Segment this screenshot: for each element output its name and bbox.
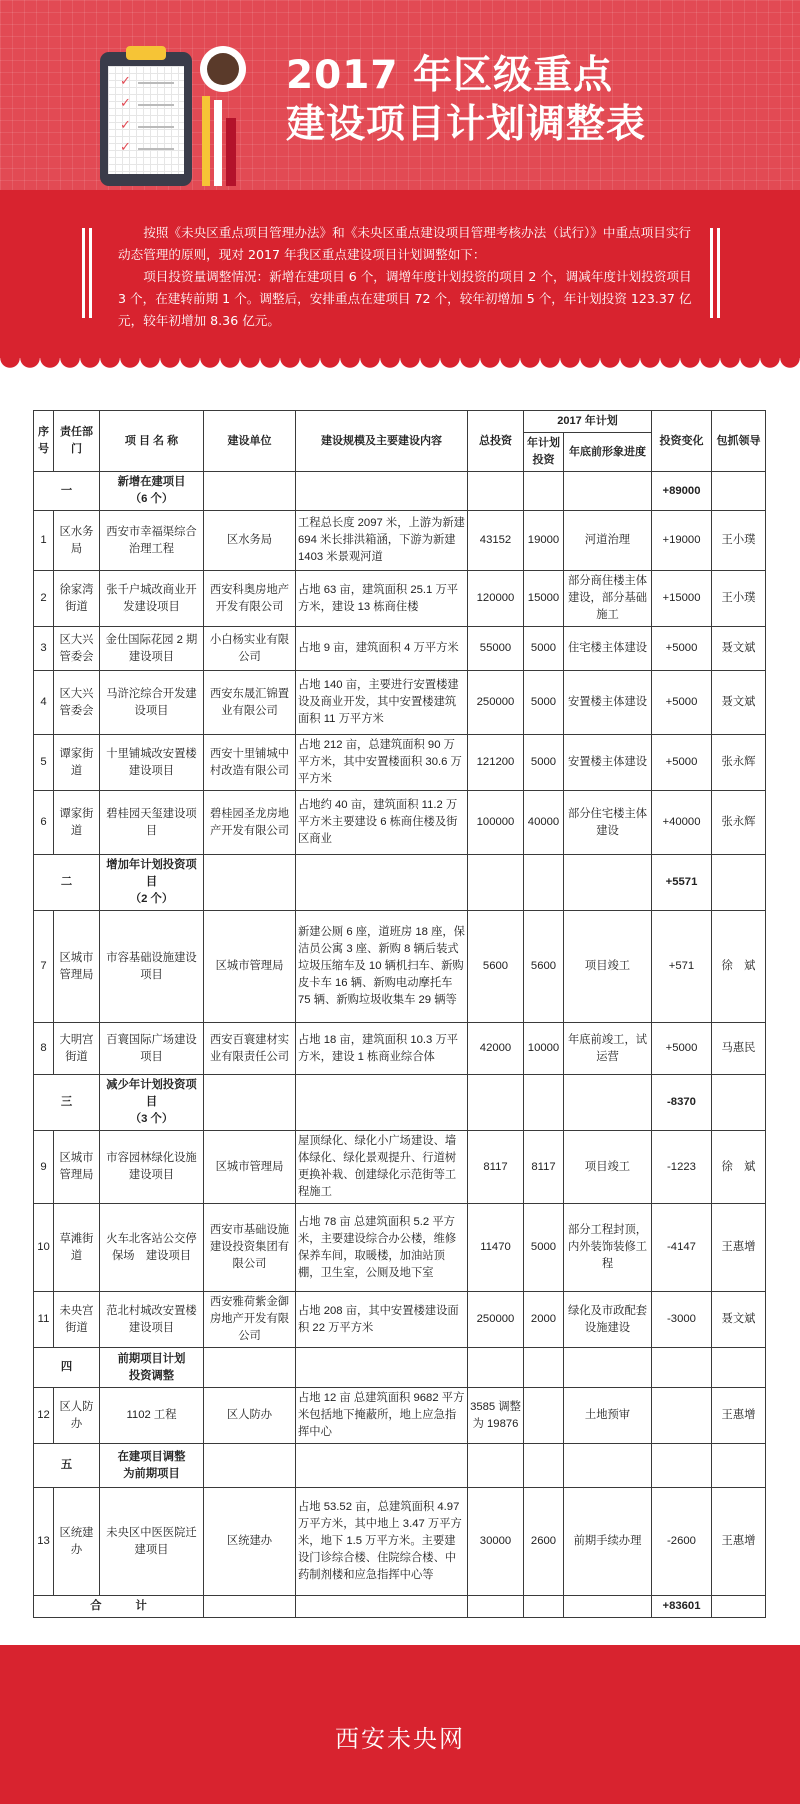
- page-title: [286, 52, 646, 150]
- section-title: 增加年计划投资项目 （2 个）: [100, 855, 204, 911]
- section-row: [34, 1075, 766, 1131]
- header-progress: 年底前形象进度: [564, 433, 652, 472]
- section-row: [34, 855, 766, 911]
- section-index: 二: [34, 855, 100, 911]
- table-row: 1 区水务局 西安市幸福渠综合治理工程 区水务局 工程总长度 2097 米，上游为新建 694 米长排洪箱涵，下游为新建 1403 米景观河道 43152 19000 河道治理 +19000 王小璞: [34, 511, 766, 571]
- header-annual: 年计划投资: [524, 433, 564, 472]
- intro-paragraph-1: 按照《未央区重点项目管理办法》和《未央区重点建设项目管理考核办法（试行）》中重点项目实行动态管理的原则，现对 2017 年我区重点建设项目计划调整如下：: [118, 225, 692, 262]
- intro-text: [118, 222, 698, 332]
- pencil-icon: [202, 96, 210, 186]
- header-seq: 序号: [34, 411, 54, 472]
- header-unit: 建设单位: [204, 411, 296, 472]
- table-row: 3 区大兴管委会 金仕国际花园 2 期建设项目 小白杨实业有限公司 占地 9 亩，建筑面积 4 万平方米 55000 5000 住宅楼主体建设 +5000 聂文斌: [34, 627, 766, 671]
- section-title: 新增在建项目 （6 个）: [100, 472, 204, 511]
- header-dept: 责任部门: [54, 411, 100, 472]
- project-plan-table: [33, 410, 766, 1618]
- table-row: 7 区城市管理局 市容基础设施建设项目 区城市管理局 新建公厕 6 座，道班房 18 座，保洁员公寓 3 座、新购 8 辆后装式垃圾压缩车及 10 辆机扫车、新购皮卡车 16 辆、新购电动摩托车 75 辆、新购垃圾收集车 29 辆等 5600 5600 项目竣工 +571 徐 斌: [34, 911, 766, 1023]
- marker-icon: [226, 118, 236, 186]
- section-row: [34, 1348, 766, 1388]
- section-index: 四: [34, 1348, 100, 1388]
- header-name: 项 目 名 称: [100, 411, 204, 472]
- right-quote-bar: [710, 228, 713, 318]
- section-index: 一: [34, 472, 100, 511]
- header-plan-2017: 2017 年计划: [524, 411, 652, 433]
- table-row: 13 区统建办 未央区中医医院迁建项目 区统建办 占地 53.52 亩，总建筑面积 4.97 万平方米，其中地上 3.47 万平方米，地下 1.5 万平方米。主要建设门诊综合楼、住院综合楼、中药制剂楼和应急指挥中心等 30000 2600 前期手续办理 -2600 王惠增: [34, 1488, 766, 1596]
- section-index: 三: [34, 1075, 100, 1131]
- intro-paragraph-2: 项目投资量调整情况：新增在建项目 6 个，调增年度计划投资的项目 2 个，调减年度计划投资项目 3 个，在建转前期 1 个。调整后，安排重点在建项目 72 个，较年初增加 5 个，年计划投资 123.37 亿元，较年初增加 8.36 亿元。: [118, 269, 692, 328]
- section-change: +5571: [652, 855, 712, 911]
- header-banner: [0, 0, 800, 190]
- title-line-1: 2017 年区级重点: [286, 53, 614, 98]
- table-row: 12 区人防办 1102 工程 区人防办 占地 12 亩 总建筑面积 9682 平方米包括地下掩蔽所，地上应急指挥中心 3585 调整为 19876 土地预审 王惠增: [34, 1388, 766, 1444]
- section-title: 减少年计划投资项目 （3 个）: [100, 1075, 204, 1131]
- clipboard-icon: ✓ ✓ ✓ ✓: [100, 52, 192, 186]
- footer-banner: [0, 1645, 800, 1804]
- scalloped-edge: [0, 358, 800, 372]
- left-quote-bar: [89, 228, 92, 318]
- total-row: [34, 1596, 766, 1618]
- header-scale: 建设规模及主要建设内容: [296, 411, 468, 472]
- table-row: 11 未央宫街道 范北村城改安置楼建设项目 西安雅荷紫金御房地产开发有限公司 占地 208 亩，其中安置楼建设面积 22 万平方米 250000 2000 绿化及市政配套设施建设 -3000 聂文斌: [34, 1292, 766, 1348]
- table-row: 6 谭家街道 碧桂园天玺建设项目 碧桂园圣龙房地产开发有限公司 占地约 40 亩，建筑面积 11.2 万平方米主要建设 6 栋商住楼及街区商业 100000 40000 部分住宅楼主体建设 +40000 张永辉: [34, 791, 766, 855]
- section-title: 在建项目调整 为前期项目: [100, 1444, 204, 1488]
- brand-name: 西安未央网: [335, 1725, 465, 1753]
- right-quote-bar: [717, 228, 720, 318]
- section-row: [34, 1444, 766, 1488]
- section-title: 前期项目计划 投资调整: [100, 1348, 204, 1388]
- total-label: 合 计: [34, 1596, 204, 1618]
- left-quote-bar: [82, 228, 85, 318]
- table-row: 4 区大兴管委会 马浒沱综合开发建设项目 西安东晟汇锦置业有限公司 占地 140 亩，主要进行安置楼建设及商业开发，其中安置楼建筑面积 11 万平方米 250000 5000 安置楼主体建设 +5000 聂文斌: [34, 671, 766, 735]
- header-total: 总投资: [468, 411, 524, 472]
- section-index: 五: [34, 1444, 100, 1488]
- total-change: +83601: [652, 1596, 712, 1618]
- coffee-cup-icon: [200, 46, 246, 92]
- section-change: +89000: [652, 472, 712, 511]
- table-row: 2 徐家湾街道 张千户城改商业开发建设项目 西安科奥房地产开发有限公司 占地 63 亩，建筑面积 25.1 万平方米，建设 13 栋商住楼 120000 15000 部分商住楼主体建设，部分基础施工 +15000 王小璞: [34, 571, 766, 627]
- title-line-2: 建设项目计划调整表: [286, 101, 647, 147]
- section-change: -8370: [652, 1075, 712, 1131]
- table-row: 10 草滩街道 火车北客站公交停保场 建设项目 西安市基础设施建设投资集团有限公司 占地 78 亩 总建筑面积 5.2 平方米，主要建设综合办公楼，维修保养车间，取暖楼，加油站顶棚，卫生室，公厕及地下室 11470 5000 部分工程封顶，内外装饰装修工程 -4147 王惠增: [34, 1204, 766, 1292]
- pen-icon: [214, 100, 222, 186]
- table-row: 5 谭家街道 十里铺城改安置楼建设项目 西安十里铺城中村改造有限公司 占地 212 亩，总建筑面积 90 万平方米，其中安置楼面积 30.6 万平方米 121200 5000 安置楼主体建设 +5000 张永辉: [34, 735, 766, 791]
- intro-band: [0, 190, 800, 360]
- section-row: [34, 472, 766, 511]
- header-leader: 包抓领导: [712, 411, 766, 472]
- header-change: 投资变化: [652, 411, 712, 472]
- table-row: 9 区城市管理局 市容园林绿化设施建设项目 区城市管理局 屋顶绿化、绿化小广场建设、墙体绿化、绿化景观提升、行道树更换补栽、创建绿化示范街等工程施工 8117 8117 项目竣工 -1223 徐 斌: [34, 1131, 766, 1204]
- table-row: 8 大明宫街道 百寰国际广场建设项目 西安百寰建材实业有限责任公司 占地 18 亩，建筑面积 10.3 万平方米，建设 1 栋商业综合体 42000 10000 年底前竣工，试运营 +5000 马惠民: [34, 1023, 766, 1075]
